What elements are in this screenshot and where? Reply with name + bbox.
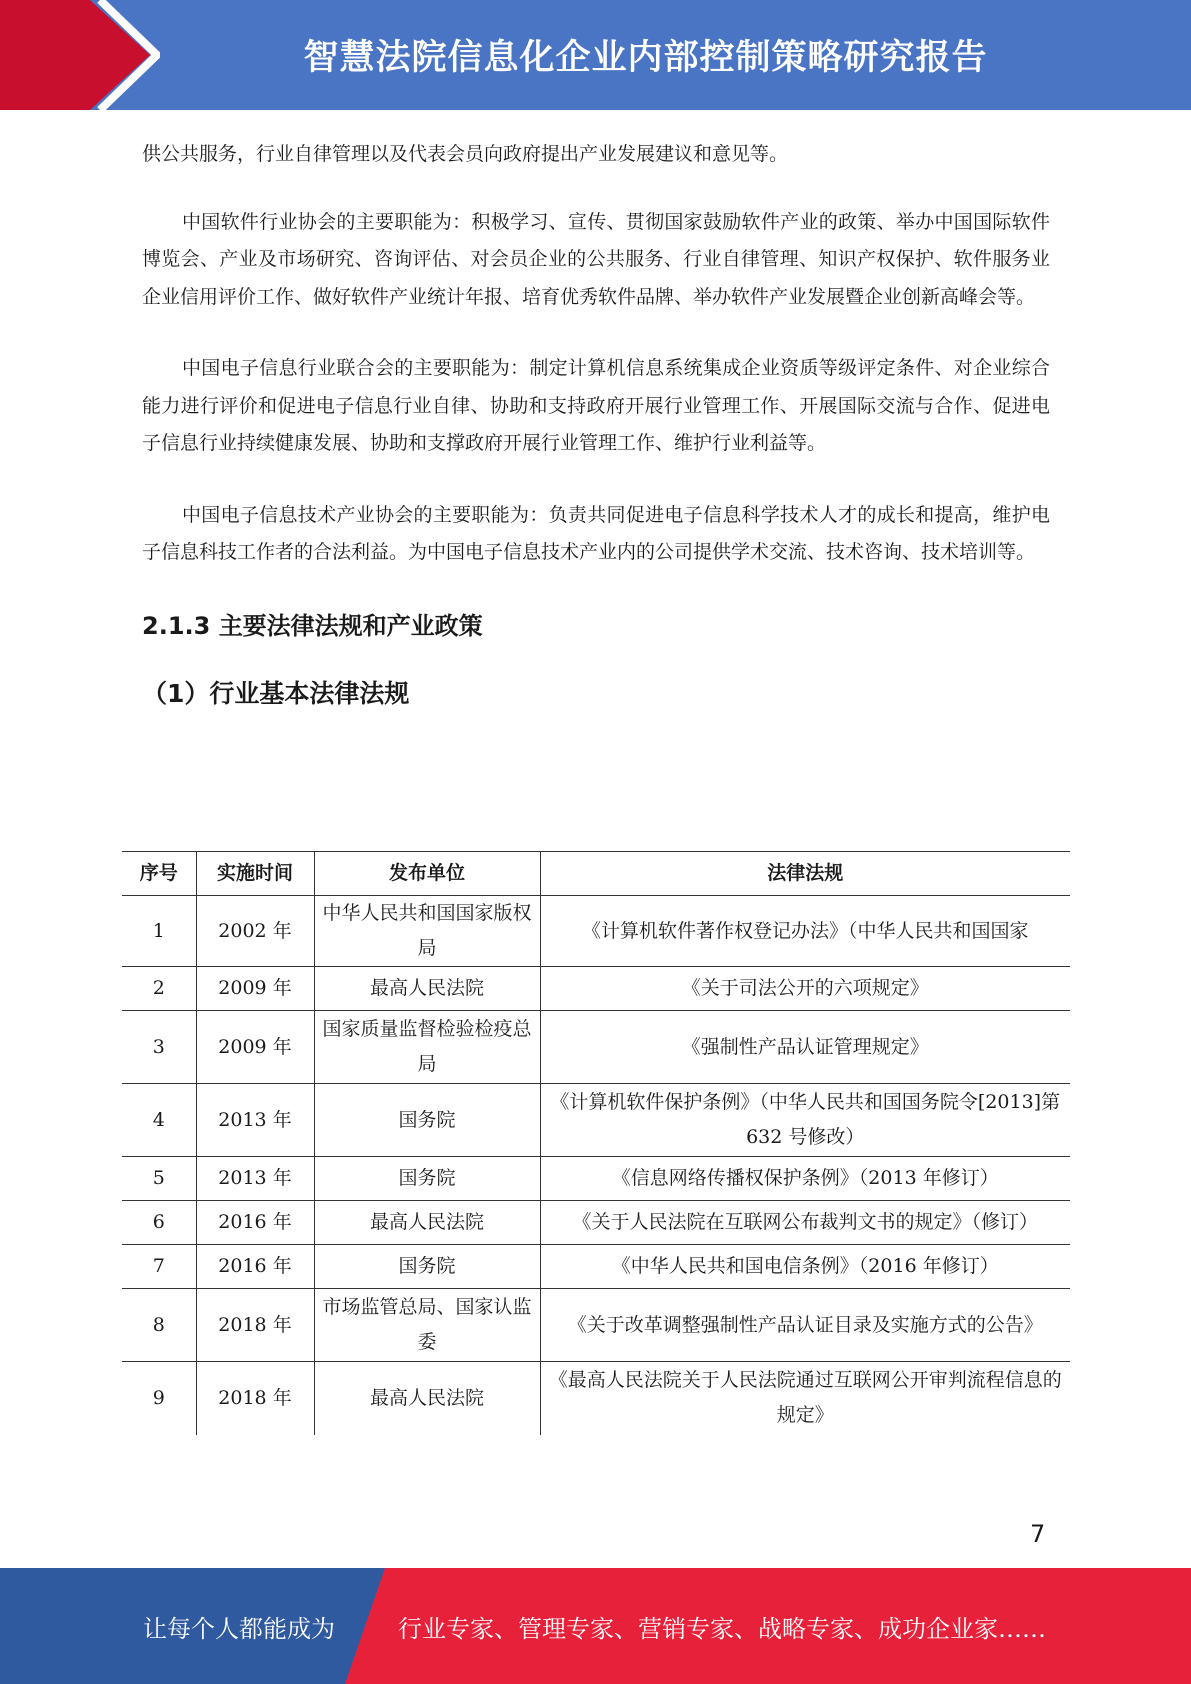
table-row: [122, 1289, 1070, 1362]
table-cell: 《关于司法公开的六项规定》: [540, 967, 1070, 1011]
table-cell: 国务院: [314, 1084, 540, 1157]
table-cell: 2013 年: [196, 1084, 314, 1157]
table-cell: 1: [122, 896, 196, 967]
table-cell: 4: [122, 1084, 196, 1157]
table-cell: 2009 年: [196, 1011, 314, 1084]
table-cell: 2018 年: [196, 1289, 314, 1362]
page-number: 7: [1030, 1520, 1046, 1548]
table-cell: 国务院: [314, 1245, 540, 1289]
paragraph: 供公共服务，行业自律管理以及代表会员向政府提出产业发展建议和意见等。: [142, 143, 789, 165]
table-cell: 最高人民法院: [314, 1362, 540, 1435]
page-footer: [0, 1568, 1191, 1684]
table-cell: 2009 年: [196, 967, 314, 1011]
table-row: [122, 1201, 1070, 1245]
table-cell: 《最高人民法院关于人民法院通过互联网公开审判流程信息的规定》: [540, 1362, 1070, 1435]
column-header: 法律法规: [540, 852, 1070, 896]
table-cell: 《信息网络传播权保护条例》（2013 年修订）: [540, 1157, 1070, 1201]
table-cell: 2016 年: [196, 1245, 314, 1289]
table-row: [122, 1084, 1070, 1157]
table-cell: 5: [122, 1157, 196, 1201]
section-heading: 2.1.3 主要法律法规和产业政策: [142, 611, 483, 640]
table-cell: 2002 年: [196, 896, 314, 967]
table-row: [122, 967, 1070, 1011]
table-cell: 最高人民法院: [314, 1201, 540, 1245]
table-cell: 8: [122, 1289, 196, 1362]
table-cell: 国家质量监督检验检疫总局: [314, 1011, 540, 1084]
footer-slogan-left: 让每个人都能成为: [143, 1614, 335, 1643]
table-cell: 6: [122, 1201, 196, 1245]
table-cell: 中华人民共和国国家版权局: [314, 896, 540, 967]
sub-heading: （1）行业基本法律法规: [142, 678, 410, 708]
table-cell: 《计算机软件著作权登记办法》（中华人民共和国国家: [540, 896, 1070, 967]
table-cell: 《关于人民法院在互联网公布裁判文书的规定》（修订）: [540, 1201, 1070, 1245]
paragraph: 中国电子信息技术产业协会的主要职能为：负责共同促进电子信息科学技术人才的成长和提高，维护电子信息科技工作者的合法利益。为中国电子信息技术产业内的公司提供学术交流、技术咨询、技术培训等。: [142, 503, 1050, 563]
table-cell: 市场监管总局、国家认监委: [314, 1289, 540, 1362]
table-cell: 9: [122, 1362, 196, 1435]
table-cell: 2: [122, 967, 196, 1011]
table-cell: 《强制性产品认证管理规定》: [540, 1011, 1070, 1084]
column-header: 发布单位: [314, 852, 540, 896]
table-cell: 《关于改革调整强制性产品认证目录及实施方式的公告》: [540, 1289, 1070, 1362]
paragraph: 中国软件行业协会的主要职能为：积极学习、宣传、贯彻国家鼓励软件产业的政策、举办中国国际软件博览会、产业及市场研究、咨询评估、对会员企业的公共服务、行业自律管理、知识产权保护、软件服务业企业信用评价工作、做好软件产业统计年报、培育优秀软件品牌、举办软件产业发展暨企业创新高峰会等。: [142, 210, 1050, 308]
table-row: [122, 1245, 1070, 1289]
table-cell: 3: [122, 1011, 196, 1084]
table-row: [122, 1157, 1070, 1201]
laws-table: [122, 851, 1070, 1435]
column-header: 序号: [122, 852, 196, 896]
table-header-row: [122, 852, 1070, 896]
table-cell: 《计算机软件保护条例》（中华人民共和国国务院令[2013]第 632 号修改）: [540, 1084, 1070, 1157]
page-content: [142, 136, 1050, 714]
table-cell: 国务院: [314, 1157, 540, 1201]
table-row: [122, 1011, 1070, 1084]
table-cell: 《中华人民共和国电信条例》（2016 年修订）: [540, 1245, 1070, 1289]
report-title: 智慧法院信息化企业内部控制策略研究报告: [303, 38, 988, 78]
table-cell: 2018 年: [196, 1362, 314, 1435]
table-cell: 2016 年: [196, 1201, 314, 1245]
table-cell: 2013 年: [196, 1157, 314, 1201]
table-row: [122, 896, 1070, 967]
paragraph: 中国电子信息行业联合会的主要职能为：制定计算机信息系统集成企业资质等级评定条件、对企业综合能力进行评价和促进电子信息行业自律、协助和支持政府开展行业管理工作、开展国际交流与合作、促进电子信息行业持续健康发展、协助和支撑政府开展行业管理工作、维护行业利益等。: [142, 357, 1050, 454]
table-row: [122, 1362, 1070, 1435]
page-header: [0, 0, 1191, 110]
table-cell: 最高人民法院: [314, 967, 540, 1011]
column-header: 实施时间: [196, 852, 314, 896]
footer-slogan-right: 行业专家、管理专家、营销专家、战略专家、成功企业家……: [398, 1614, 1046, 1643]
table-cell: 7: [122, 1245, 196, 1289]
